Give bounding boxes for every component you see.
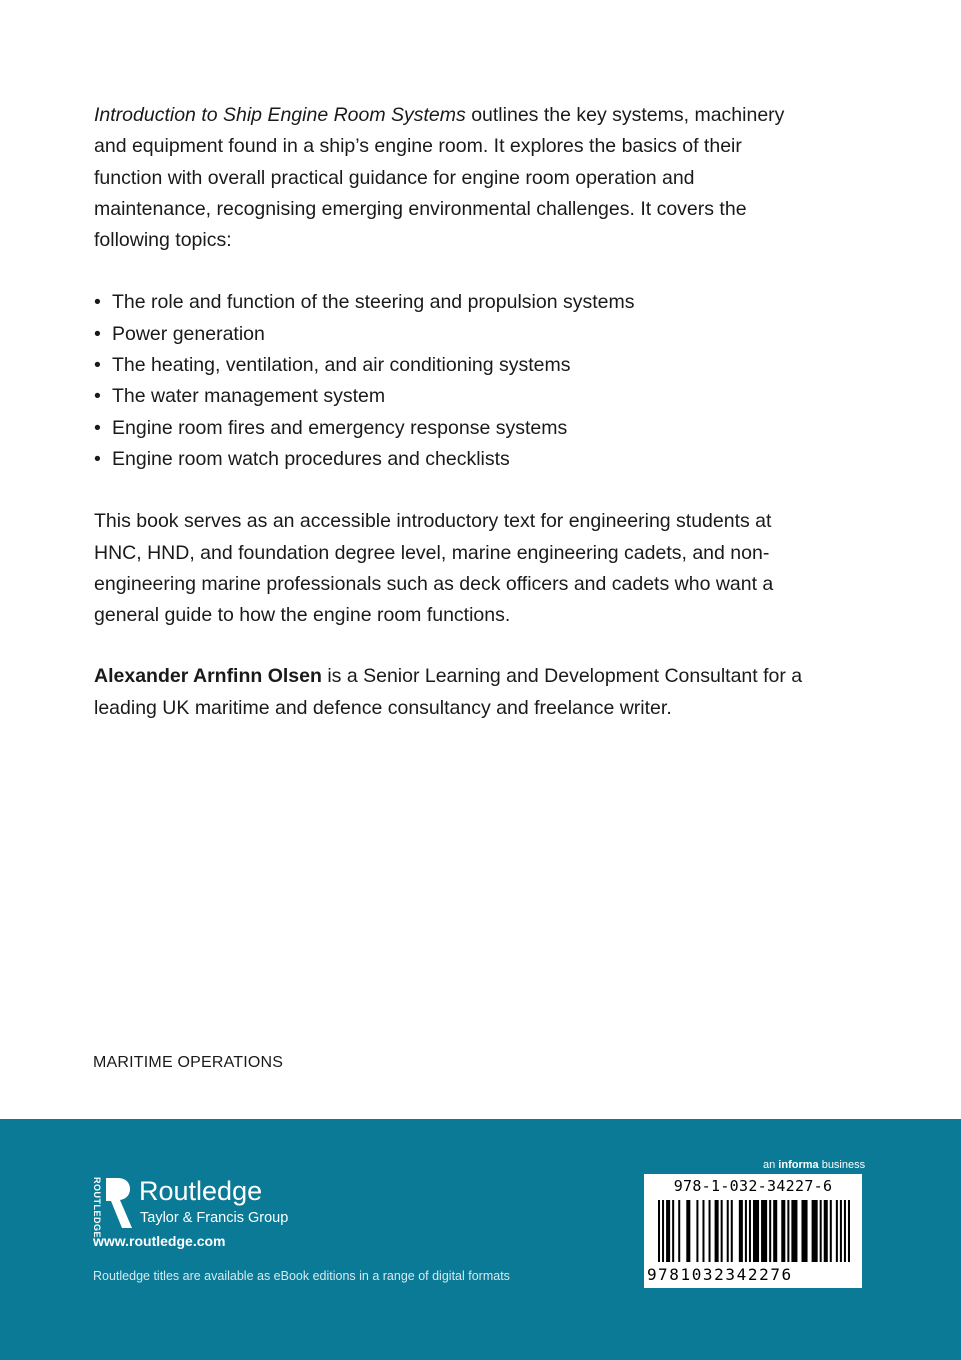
barcode-bar xyxy=(715,1200,719,1262)
barcode-bar xyxy=(844,1200,846,1262)
author-paragraph xyxy=(94,661,814,724)
publisher-group: Taylor & Francis Group xyxy=(140,1210,289,1226)
bullet-icon: • xyxy=(94,385,101,408)
author-bio: is a Senior Learning and Development Consultant for a leading UK maritime and defence consultancy and freelance writer. xyxy=(94,665,803,719)
list-item xyxy=(94,413,814,444)
barcode-bar xyxy=(702,1200,704,1262)
topic-text: The heating, ventilation, and air conditioning systems xyxy=(112,354,571,377)
series-label: MARITIME OPERATIONS xyxy=(93,1054,284,1071)
logo-vertical-text: ROUTLEDGE xyxy=(92,1177,102,1239)
barcode-bar xyxy=(696,1200,698,1262)
barcode-bars xyxy=(656,1200,852,1264)
barcode-bar xyxy=(678,1200,680,1262)
topic-text: The role and function of the steering and propulsion systems xyxy=(112,291,635,314)
barcode-bar xyxy=(662,1200,664,1262)
barcode-bar xyxy=(830,1200,832,1262)
isbn-barcode xyxy=(644,1174,862,1288)
barcode-bar xyxy=(761,1200,767,1262)
barcode-bar xyxy=(658,1200,660,1262)
barcode-bar xyxy=(848,1200,850,1262)
barcode-bar xyxy=(721,1200,723,1262)
barcode-bar xyxy=(840,1200,842,1262)
back-cover-content xyxy=(94,100,814,724)
barcode-bar xyxy=(791,1200,797,1262)
informa-bold: informa xyxy=(778,1159,819,1171)
intro-paragraph xyxy=(94,100,814,256)
barcode-bar xyxy=(739,1200,743,1262)
list-item xyxy=(94,350,814,381)
bullet-icon: • xyxy=(94,354,101,377)
author-name: Alexander Arnfinn Olsen xyxy=(94,665,322,688)
barcode-bar xyxy=(801,1200,807,1262)
bullet-icon: • xyxy=(94,447,101,470)
barcode-bar xyxy=(820,1200,822,1262)
informa-pre: an xyxy=(763,1159,779,1171)
publisher-name: Routledge xyxy=(139,1176,263,1206)
barcode-bar xyxy=(781,1200,785,1262)
bullet-icon: • xyxy=(94,322,101,345)
topics-list xyxy=(94,287,814,475)
barcode-bar xyxy=(709,1200,711,1262)
barcode-bar xyxy=(824,1200,828,1262)
bullet-icon: • xyxy=(94,416,101,439)
barcode-bar xyxy=(749,1200,751,1262)
barcode-bar xyxy=(753,1200,759,1262)
barcode-bar xyxy=(787,1200,789,1262)
barcode-bar xyxy=(672,1200,674,1262)
barcode-bar xyxy=(836,1200,838,1262)
isbn-lead-digit: 9 xyxy=(647,1265,657,1284)
intro-text: outlines the key systems, machinery and equipment found in a ship’s engine room. It explores the basics of their function with overall practical guidance for engine room operation and maintenance, recognising emerging environmental challenges. It covers the following topics: xyxy=(94,104,785,252)
informa-post: business xyxy=(818,1159,866,1171)
list-item xyxy=(94,287,814,318)
informa-tagline xyxy=(763,1159,865,1171)
topic-text: The water management system xyxy=(112,385,386,408)
ebook-note: Routledge titles are available as eBook editions in a range of digital formats xyxy=(93,1269,510,1283)
barcode-bar xyxy=(769,1200,771,1262)
list-item xyxy=(94,319,814,350)
list-item xyxy=(94,381,814,412)
audience-paragraph: This book serves as an accessible introductory text for engineering students at HNC, HND, and foundation degree level, marine engineering cadets, and non-engineering marine professionals such as deck officers and cadets who want a general guide to how the engine room functions. xyxy=(94,510,774,627)
isbn-digits: 781032342276 xyxy=(658,1265,793,1284)
barcode-bar xyxy=(727,1200,729,1262)
barcode-bar xyxy=(773,1200,777,1262)
publisher-url: www.routledge.com xyxy=(93,1233,226,1249)
topic-text: Power generation xyxy=(112,322,265,345)
book-title-italic: Introduction to Ship Engine Room Systems xyxy=(94,104,466,126)
barcode-bar xyxy=(686,1200,690,1262)
isbn-hyphenated: 978-1-032-34227-6 xyxy=(673,1177,833,1195)
topic-text: Engine room watch procedures and checklists xyxy=(112,447,510,470)
barcode-bar xyxy=(731,1200,733,1262)
barcode-bar xyxy=(812,1200,818,1262)
barcode-bar xyxy=(666,1200,670,1262)
barcode-bar xyxy=(745,1200,747,1262)
list-item xyxy=(94,444,814,475)
bullet-icon: • xyxy=(94,291,101,314)
topic-text: Engine room fires and emergency response systems xyxy=(112,416,568,439)
publisher-footer xyxy=(0,1119,961,1360)
